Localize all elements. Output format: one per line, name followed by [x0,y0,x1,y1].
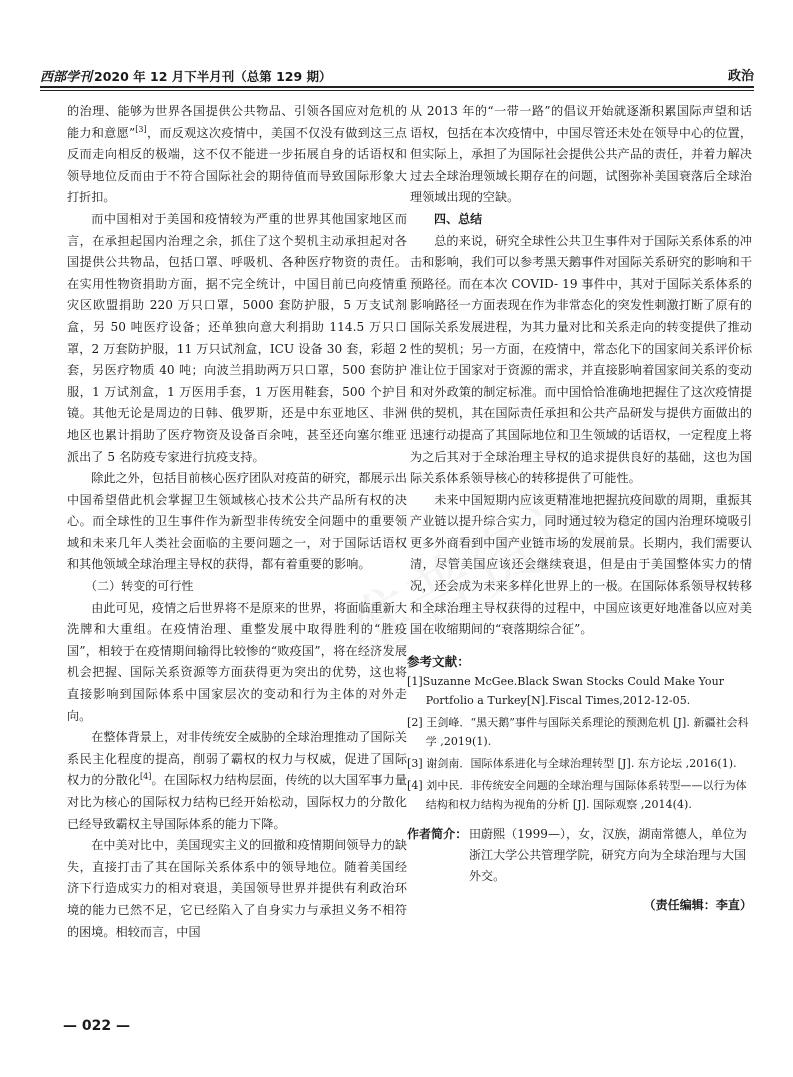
section-heading: 四、总结 [434,211,483,226]
reference-item: [3] 谢剑南．国际体系进化与全球治理转型 [J]. 东方论坛 ,2016(1). [407,757,737,771]
header-rule-thin [40,90,754,91]
issue-text: 2020 年 12 月下半月刊（总第 129 期） [94,69,332,84]
left-column [67,101,407,943]
paragraph: 从 2013 年的“一带一路”的倡议开始就逐渐积累国际声望和话语权，包括在本次疫情中，中国尽管还未处在领导中心的位置，但实际上，承担了为国际社会提供公共产品的责任，并着力解决过去全球治理领域长期存在的问题，试图弥补美国衰落后全球治理领域出现的空缺。 [410,104,752,205]
author-label: 作者简介： [407,827,468,842]
reference-item: [1]Suzanne McGee.Black Swan Stocks Could Make Your Portfolio a Turkey[N].Fiscal Times,2012-12-05. [407,675,725,708]
journal-issue [40,66,332,85]
paragraph: 除此之外，包括目前核心医疗团队对疫苗的研究，都展示出中国希望借此机会掌握卫生领域核心技术公共产品所有权的决心。而全球性的卫生事件作为新型非传统安全问题中的重要领域和未来几年人类社会面临的主要问题之一，对于国际话语权和其他领域全球治理主导权的获得，都有着重要的影响。 [67,471,407,572]
reference-item: [4] 刘中民．非传统安全问题的全球治理与国际体系转型——以行为体结构和权力结构为视角的分析 [J]. 国际观察 ,2014(4). [407,779,747,812]
author-bio [407,824,752,887]
citation: [3] [135,124,147,134]
paragraph: 在中美对比中，美国现实主义的回撤和疫情期间领导力的缺失，直接打击了其在国际关系体系中的领导地位。随着美国经济下行造成实力的相对衰退，美国领导世界并提供有利政治环境的能力已然不足，它已经陷入了自身实力与承担义务不相符的困境。相较而言，中国 [67,838,407,939]
reference-item: [2] 王剑峰．“黑天鹅”事件与国际关系理论的预测危机 [J]. 新疆社会科学 ,2019(1). [407,716,749,749]
citation: [4] [140,772,152,782]
references-title: 参考文献： [407,653,470,669]
right-column [407,101,752,917]
paragraph: 的治理、能够为世界各国提供公共物品、引领各国应对危机的能力和意愿”[3]，而反观这次疫情中，美国不仅没有做到这三点反而走向相反的极端，这不仅不能进一步拓展自身的话语权和领导地位反而由于不符合国际社会的期待值而导致国际形象大打折扣。 [67,104,407,205]
paragraph: 而中国相对于美国和疫情较为严重的世界其他国家地区而言，在承担起国内治理之余，抓住了这个契机主动承担起对各国提供公共物品，包括口罩、呼吸机、各种医疗物资的责任。在实用性物资捐助方面，据不完全统计，中国目前已向疫情重灾区欧盟捐助 220 万只口罩，5000 套防护服，5 万支试剂盒，另 50 吨医疗设备；还单独向意大利捐助 114.5 万只口罩，2 万套防护服，11 万只试剂盒，ICU 设备 30 套，彩超 2 套，另医疗物质 40 吨；向波兰捐助两万只口罩，500 套防护服，1 万试剂盒，1 万医用手套，1 万医用鞋套，500 个护目镜。其他无论是周边的日韩、俄罗斯，还是中东亚地区、非洲地区也累计捐助了医疗物资及设备百余吨，甚至还向塞尔维亚派出了 5 名防疫专家进行抗疫支持。 [67,211,407,464]
paragraph: 在整体背景上，对非传统安全威胁的全球治理推动了国际关系民主化程度的提高，削弱了霸权的权力与权威，促进了国际权力的分散化[4]。在国际权力结构层面，传统的以大国军事力量对比为核心的国际权力结构已经开始松动，国际权力的分散化已经导致霸权主导国际体系的能力下降。 [67,730,407,831]
paragraph: 未来中国短期内应该更精准地把握抗疫间歇的周期，重振其产业链以提升综合实力，同时通过较为稳定的国内治理环境吸引更多外商看到中国产业链市场的发展前景。长期内，我们需要认清，尽管美国应该还会继续衰退，但是由于美国整体实力的情况，还会成为未来多样化世界上的一极。在国际体系领导权转移和全球治理主导权获得的过程中，中国应该更好地准备以应对美国在收缩期间的“衰落期综合征”。 [410,492,752,637]
subsection-heading: （二）转变的可行性 [85,579,194,594]
paragraph: 由此可见，疫情之后世界将不是原来的世界，将面临重新大洗牌和大重组。在疫情治理、重整发展中取得胜利的“胜疫国”，相较于在疫情期间输得比较惨的“败疫国”，将在经济发展机会把握、国际关系资源等方面获得更为突出的优势，这也将直接影响到国际体系中国家层次的变动和行为主体的对外走向。 [67,600,407,723]
page-header [40,64,754,86]
journal-logo: 西部学刊 [40,70,93,85]
header-rule [40,86,754,88]
section-name: 政治 [727,69,754,84]
page-number: — 022 — [63,1018,130,1034]
author-text: 田蔚熙（1999—），女，汉族，湖南常德人，单位为浙江大学公共管理学院，研究方向为全球治理与大国外交。 [469,827,747,884]
paragraph: 总的来说，研究全球性公共卫生事件对于国际关系体系的冲击和影响，我们可以参考黑天鹅事件对国际关系研究的影响和干预路径。而在本次 COVID- 19 事件中，其对于国际关系体系的影响路径一方面表现在作为非常态化的突发性刺激打断了原有的国际关系发展进程，为其力量对比和关系走向的转变提供了推动性的契机；另一方面，在疫情中，常态化下的国家间关系评价标准让位于国家对于资源的需求，并直接影响着国家间关系的变动和对外政策的制定标准。而中国恰恰准确地把握住了这次疫情提供的契机，其在国际责任承担和公共产品研发与提供方面做出的迅速行动提高了其国际地位和卫生领域的话语权，一定程度上将为之后其对于全球治理主导权的追求提供良好的基础，这也为国际关系体系领导核心的转移提供了可能性。 [410,233,752,486]
editor-credit: （责任编辑：李直） [643,898,752,913]
